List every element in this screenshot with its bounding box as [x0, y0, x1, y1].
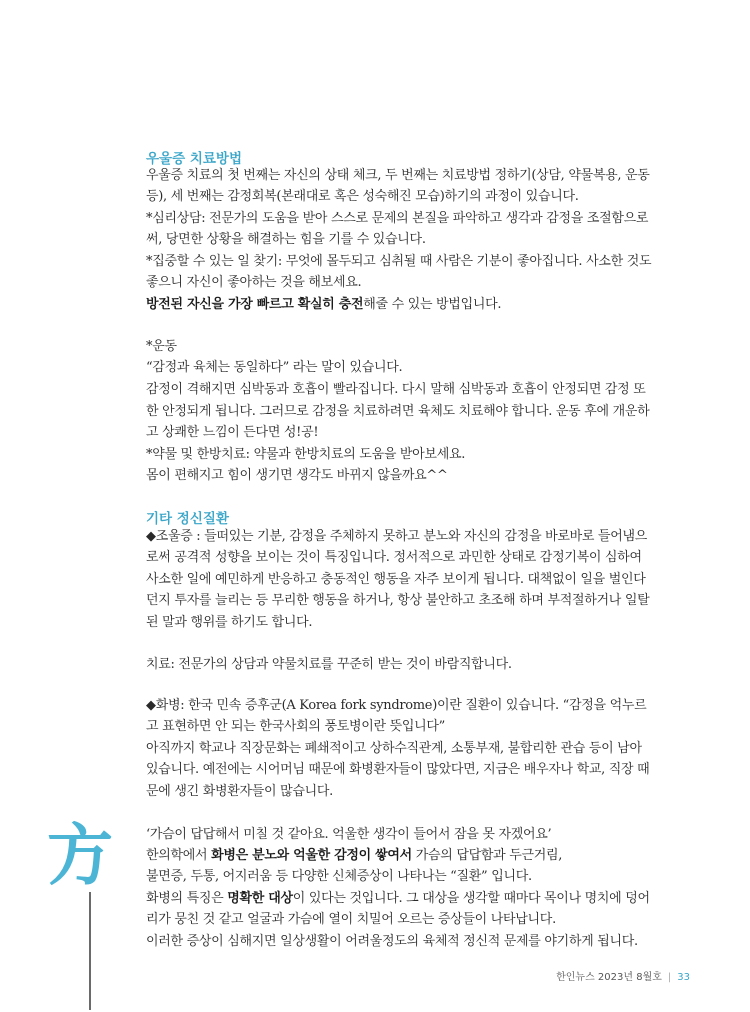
page-footer [556, 968, 690, 983]
logo-char: 方 [47, 818, 113, 888]
body-line: *운동 [146, 339, 177, 354]
highlight-line [146, 296, 501, 314]
highlight-line [146, 890, 650, 908]
body-line: 좋으니 자신이 좋아하는 것을 해보세요. [146, 275, 362, 290]
page-number: 33 [677, 972, 690, 983]
body-line: 있습니다. 예전에는 시어머님 때문에 화병환자들이 많았다면, 지금은 배우자나 학교, 직장 때 [146, 762, 650, 777]
body-line: 이러한 증상이 심해지면 일상생활이 어려울정도의 육체적 정신적 문제를 야기하게 됩니다. [146, 934, 638, 949]
section-heading-treatment: 우울증 치료방법 [146, 151, 242, 167]
body-line: *약물 및 한방치료: 약물과 한방치료의 도움을 받아보세요. [146, 447, 466, 462]
body-line: 고 상쾌한 느낌이 든다면 성!공! [146, 425, 319, 440]
body-line: 등), 세 번째는 감정회복(본래대로 혹은 성숙해진 모습)하기의 과정이 있습니다. [146, 189, 579, 204]
highlight-line [146, 847, 562, 865]
body-line: 사소한 일에 예민하게 반응하고 충동적인 행동을 자주 보이게 됩니다. 대책없이 일을 벌인다 [146, 572, 646, 587]
body-line: 불면증, 두통, 어지러움 등 다양한 신체증상이 나타나는 “질환” 입니다. [146, 869, 532, 884]
body-text: 가슴의 답답함과 두근거림, [411, 848, 563, 863]
body-text: 화병의 특징은 [146, 891, 228, 906]
body-line: 써, 당면한 상황을 해결하는 힘을 기를 수 있습니다. [146, 232, 426, 247]
body-line: 몸이 편해지고 힘이 생기면 생각도 바뀌지 않을까요^^ [146, 468, 448, 483]
bold-text: 방전된 자신을 가장 빠르고 확실히 충전 [146, 297, 364, 312]
body-line: ◆화병: 한국 민속 증후군(A Korea fork syndrome)이란 질환이 있습니다. “감정을 억누르 [146, 698, 647, 713]
body-line: 던지 투자를 늘리는 등 무리한 행동을 하거나, 항상 불안하고 초조해 하며 부적절하거나 일탈 [146, 593, 650, 608]
body-line: 리가 뭉친 것 같고 얼굴과 가슴에 열이 치밀어 오르는 증상들이 나타납니다. [146, 912, 556, 927]
body-line: *집중할 수 있는 일 찾기: 무엇에 몰두되고 심취될 때 사람은 기분이 좋아집니다. 사소한 것도 [146, 254, 652, 269]
body-line: 우울증 치료의 첫 번째는 자신의 상태 체크, 두 번째는 치료방법 정하기(상담, 약물복용, 운동 [146, 168, 650, 183]
bold-text: 화병은 분노와 억울한 감정이 쌓여서 [211, 848, 412, 863]
footer-separator: | [667, 972, 672, 983]
body-line: 감정이 격해지면 심박동과 호흡이 빨라집니다. 다시 말해 심박동과 호흡이 안정되면 감정 또 [146, 382, 646, 397]
body-line: 된 말과 행위를 하기도 합니다. [146, 615, 313, 630]
body-line: 아직까지 학교나 직장문화는 폐쇄적이고 상하수직관계, 소통부재, 불합리한 관습 등이 남아 [146, 741, 642, 756]
decorative-vertical-line [89, 892, 91, 1010]
body-line: ◆조울증 : 들떠있는 기분, 감정을 주체하지 못하고 분노와 자신의 감정을 바로바로 들어냄으 [146, 529, 648, 544]
bold-text: 명확한 대상 [227, 891, 293, 906]
body-text: 한의학에서 [146, 848, 212, 863]
body-text: 이 있다는 것입니다. 그 대상을 생각할 때마다 목이나 명치에 덩어 [292, 891, 650, 906]
body-line: 문에 생긴 화병환자들이 많습니다. [146, 784, 333, 799]
bang-character-logo [45, 818, 115, 888]
treatment-line: 치료: 전문가의 상담과 약물치료를 꾸준히 받는 것이 바람직합니다. [146, 657, 512, 672]
body-line: *심리상담: 전문가의 도움을 받아 스스로 문제의 본질을 파악하고 생각과 감정을 조절함으로 [146, 211, 649, 226]
body-text: 해줄 수 있는 방법입니다. [363, 297, 502, 312]
section-heading-other-disorders: 기타 정신질환 [146, 511, 229, 527]
body-line: 고 표현하면 안 되는 한국사회의 풍토병이란 뜻입니다” [146, 719, 446, 734]
quote-line: ‘가슴이 답답해서 미칠 것 같아요. 억울한 생각이 들어서 잠을 못 자겠어요’ [146, 827, 552, 842]
body-line: 한 안정되게 됩니다. 그러므로 감정을 치료하려면 육체도 치료해야 합니다. 운동 후에 개운하 [146, 404, 650, 419]
body-line: 로써 공격적 성향을 보이는 것이 특징입니다. 정서적으로 과민한 상태로 감정기복이 심하여 [146, 550, 642, 565]
magazine-issue: 한인뉴스 2023년 8월호 [556, 972, 662, 983]
body-line: “감정과 육체는 동일하다” 라는 말이 있습니다. [146, 360, 403, 375]
